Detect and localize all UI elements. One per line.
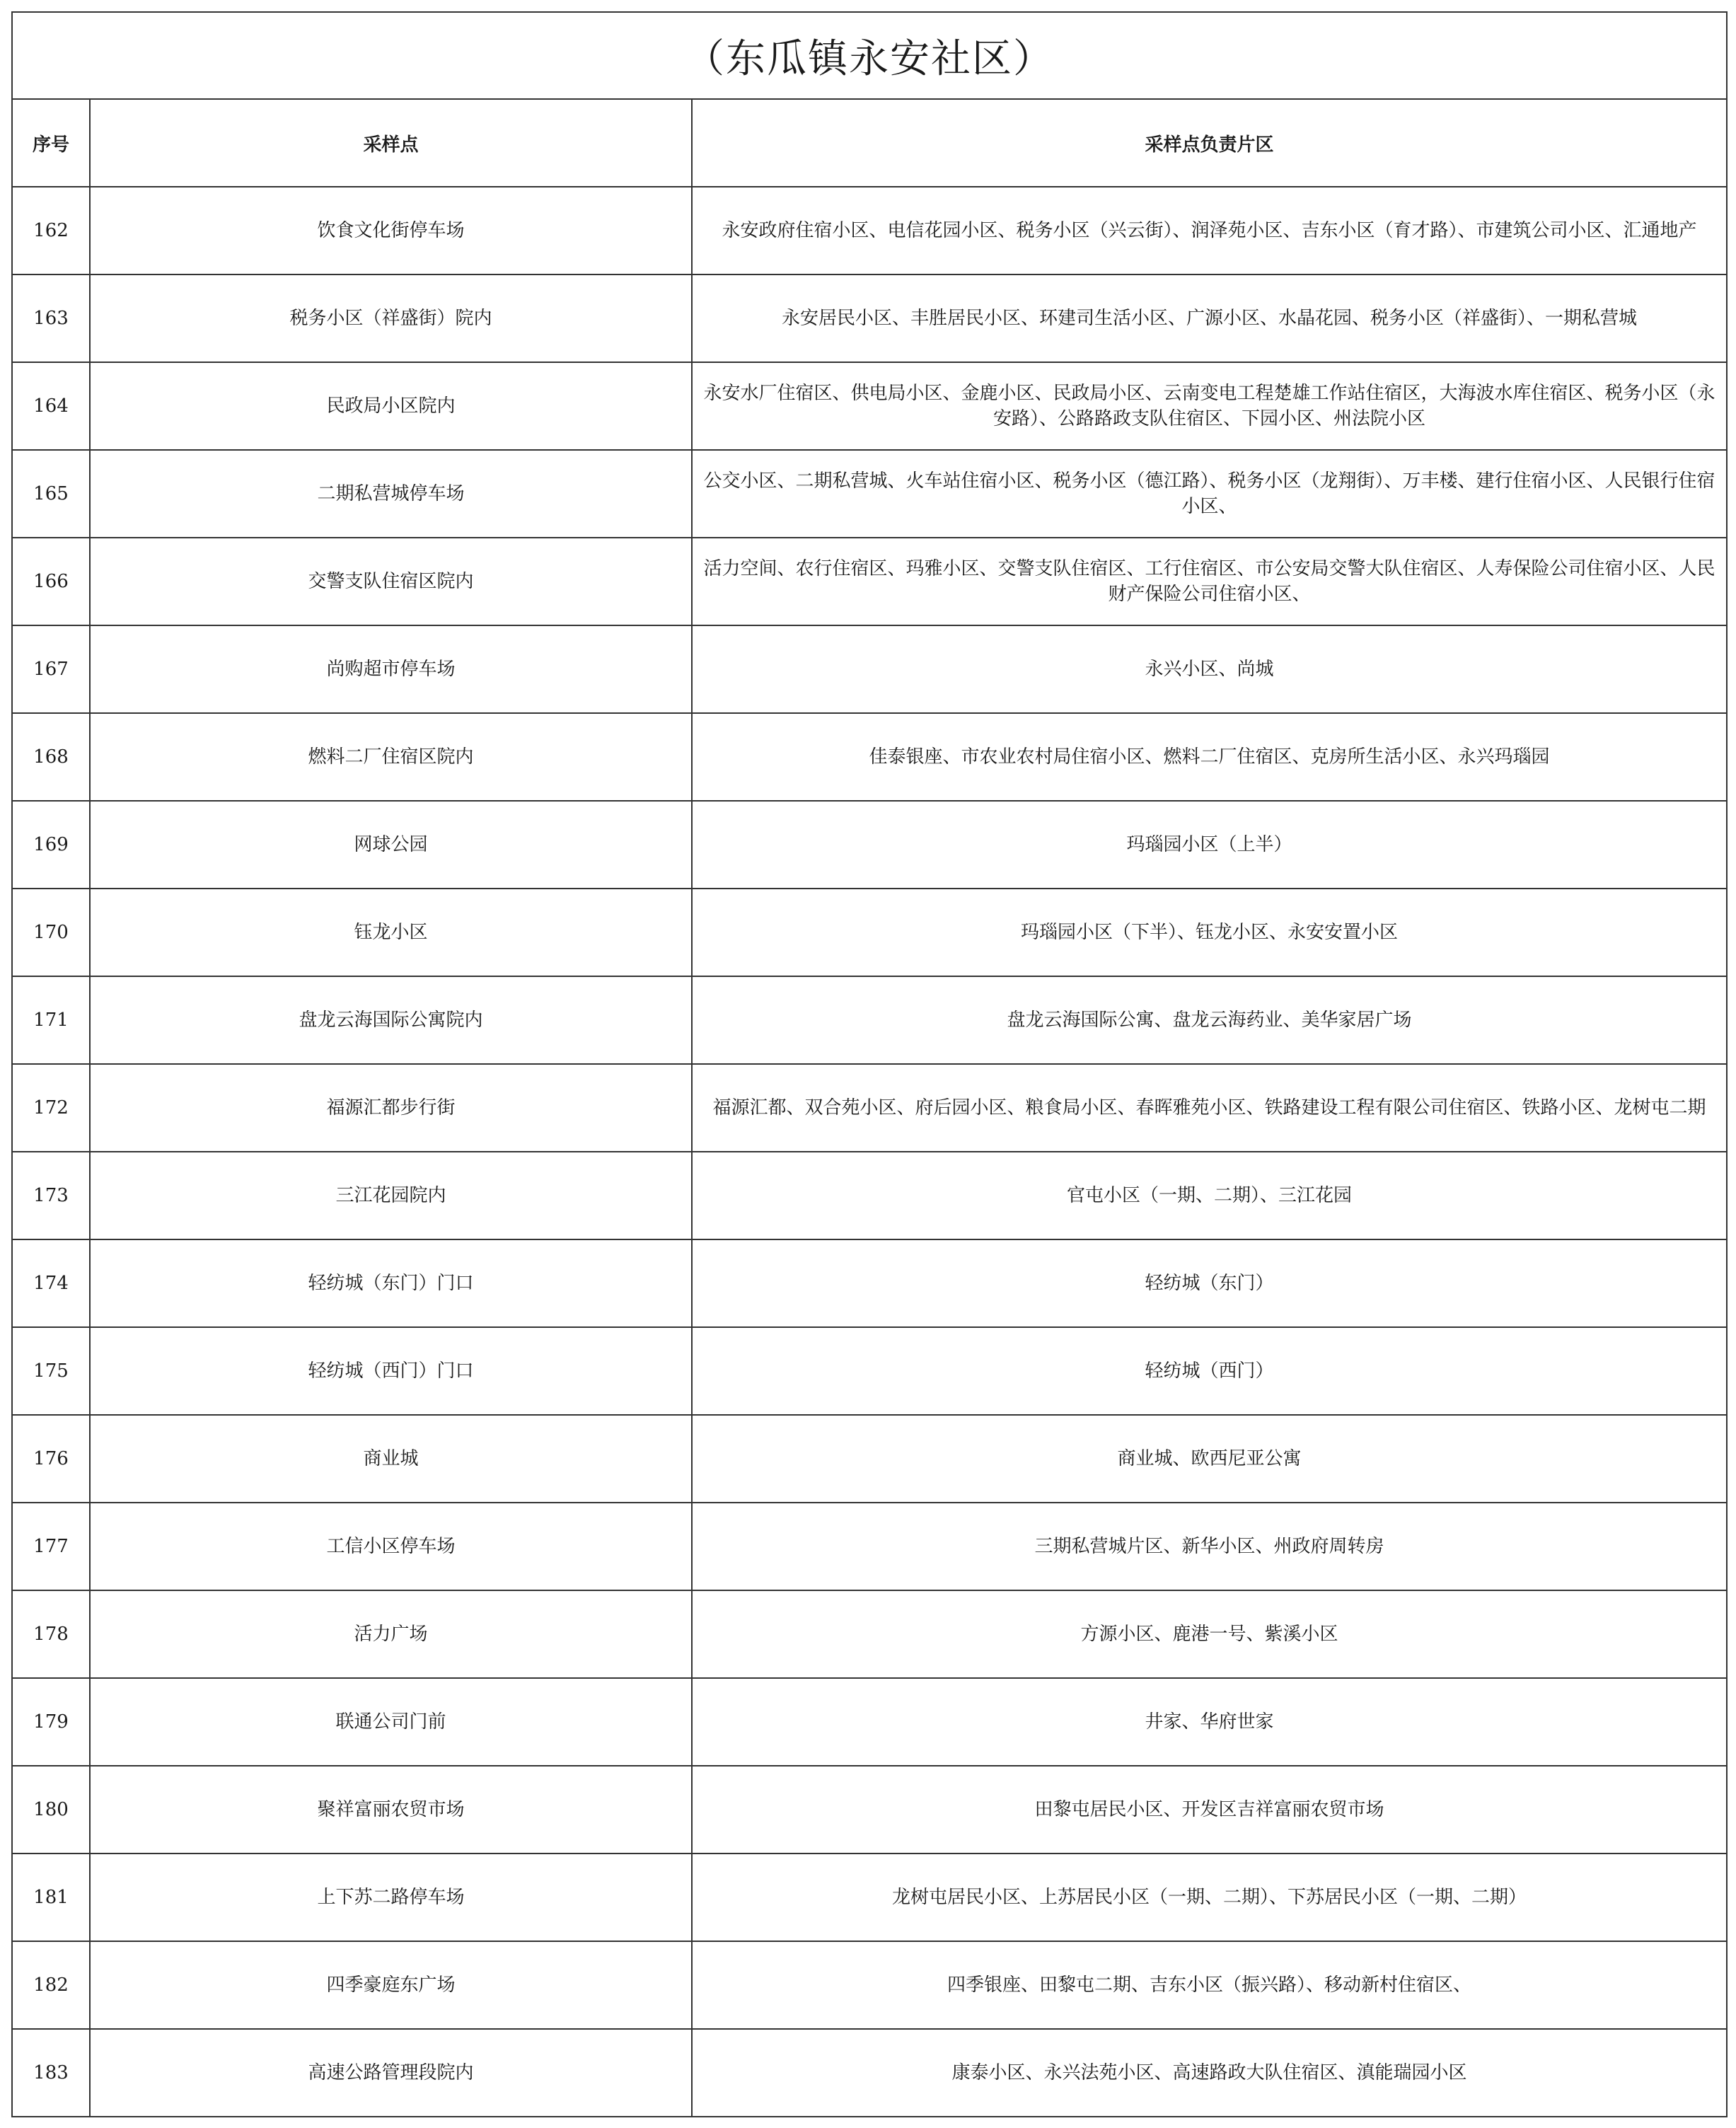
row-number-cell: 172 <box>12 1064 90 1152</box>
header-row <box>12 99 1727 187</box>
row-number-cell: 166 <box>12 538 90 625</box>
row-number-cell: 180 <box>12 1766 90 1854</box>
row-number-cell: 175 <box>12 1327 90 1415</box>
sampling-site-cell: 联通公司门前 <box>90 1678 692 1766</box>
sampling-sites-document <box>11 11 1726 2117</box>
column-header-site: 采样点 <box>90 99 692 187</box>
sampling-site-cell: 税务小区（祥盛街）院内 <box>90 274 692 362</box>
table-row <box>12 713 1727 801</box>
service-area-cell: 福源汇都、双合苑小区、府后园小区、粮食局小区、春晖雅苑小区、铁路建设工程有限公司住宿区、铁路小区、龙树屯二期 <box>692 1064 1727 1152</box>
sampling-site-cell: 三江花园院内 <box>90 1152 692 1239</box>
service-area-cell: 轻纺城（西门） <box>692 1327 1727 1415</box>
table-row <box>12 187 1727 274</box>
service-area-cell: 永兴小区、尚城 <box>692 625 1727 713</box>
table-row <box>12 625 1727 713</box>
table-row <box>12 1415 1727 1503</box>
table-row <box>12 1064 1727 1152</box>
service-area-cell: 永安居民小区、丰胜居民小区、环建司生活小区、广源小区、水晶花园、税务小区（祥盛街）、一期私营城 <box>692 274 1727 362</box>
column-header-no: 序号 <box>12 99 90 187</box>
sampling-site-cell: 尚购超市停车场 <box>90 625 692 713</box>
sampling-site-cell: 钰龙小区 <box>90 889 692 976</box>
service-area-cell: 公交小区、二期私营城、火车站住宿小区、税务小区（德江路）、税务小区（龙翔街）、万丰楼、建行住宿小区、人民银行住宿小区、 <box>692 450 1727 538</box>
title-row <box>12 12 1727 99</box>
service-area-cell: 商业城、欧西尼亚公寓 <box>692 1415 1727 1503</box>
row-number-cell: 162 <box>12 187 90 274</box>
sampling-site-cell: 福源汇都步行街 <box>90 1064 692 1152</box>
sampling-sites-table <box>11 11 1728 2117</box>
table-row <box>12 976 1727 1064</box>
row-number-cell: 181 <box>12 1854 90 1941</box>
row-number-cell: 167 <box>12 625 90 713</box>
table-row <box>12 274 1727 362</box>
table-row <box>12 1941 1727 2029</box>
service-area-cell: 井家、华府世家 <box>692 1678 1727 1766</box>
row-number-cell: 173 <box>12 1152 90 1239</box>
table-row <box>12 889 1727 976</box>
table-row <box>12 1590 1727 1678</box>
row-number-cell: 169 <box>12 801 90 889</box>
row-number-cell: 174 <box>12 1239 90 1327</box>
service-area-cell: 玛瑙园小区（上半） <box>692 801 1727 889</box>
table-row <box>12 362 1727 450</box>
table-row <box>12 1327 1727 1415</box>
row-number-cell: 170 <box>12 889 90 976</box>
row-number-cell: 177 <box>12 1503 90 1590</box>
row-number-cell: 183 <box>12 2029 90 2117</box>
table-row <box>12 1766 1727 1854</box>
table-row <box>12 450 1727 538</box>
table-row <box>12 801 1727 889</box>
sampling-site-cell: 燃料二厂住宿区院内 <box>90 713 692 801</box>
table-row <box>12 2029 1727 2117</box>
row-number-cell: 176 <box>12 1415 90 1503</box>
sampling-site-cell: 工信小区停车场 <box>90 1503 692 1590</box>
row-number-cell: 182 <box>12 1941 90 2029</box>
sampling-site-cell: 聚祥富丽农贸市场 <box>90 1766 692 1854</box>
service-area-cell: 田黎屯居民小区、开发区吉祥富丽农贸市场 <box>692 1766 1727 1854</box>
row-number-cell: 171 <box>12 976 90 1064</box>
service-area-cell: 永安政府住宿小区、电信花园小区、税务小区（兴云街）、润泽苑小区、吉东小区（育才路）、市建筑公司小区、汇通地产 <box>692 187 1727 274</box>
service-area-cell: 四季银座、田黎屯二期、吉东小区（振兴路）、移动新村住宿区、 <box>692 1941 1727 2029</box>
sampling-site-cell: 轻纺城（西门）门口 <box>90 1327 692 1415</box>
table-row <box>12 538 1727 625</box>
sampling-site-cell: 饮食文化街停车场 <box>90 187 692 274</box>
service-area-cell: 方源小区、鹿港一号、紫溪小区 <box>692 1590 1727 1678</box>
row-number-cell: 178 <box>12 1590 90 1678</box>
table-row <box>12 1503 1727 1590</box>
column-header-area: 采样点负责片区 <box>692 99 1727 187</box>
service-area-cell: 轻纺城（东门） <box>692 1239 1727 1327</box>
sampling-site-cell: 盘龙云海国际公寓院内 <box>90 976 692 1064</box>
service-area-cell: 三期私营城片区、新华小区、州政府周转房 <box>692 1503 1727 1590</box>
table-row <box>12 1239 1727 1327</box>
sampling-site-cell: 四季豪庭东广场 <box>90 1941 692 2029</box>
row-number-cell: 165 <box>12 450 90 538</box>
table-row <box>12 1152 1727 1239</box>
page-title: （东瓜镇永安社区） <box>12 12 1727 99</box>
sampling-site-cell: 网球公园 <box>90 801 692 889</box>
sampling-site-cell: 轻纺城（东门）门口 <box>90 1239 692 1327</box>
row-number-cell: 168 <box>12 713 90 801</box>
service-area-cell: 康泰小区、永兴法苑小区、高速路政大队住宿区、滇能瑞园小区 <box>692 2029 1727 2117</box>
service-area-cell: 玛瑙园小区（下半）、钰龙小区、永安安置小区 <box>692 889 1727 976</box>
sampling-site-cell: 商业城 <box>90 1415 692 1503</box>
sampling-site-cell: 高速公路管理段院内 <box>90 2029 692 2117</box>
row-number-cell: 179 <box>12 1678 90 1766</box>
row-number-cell: 164 <box>12 362 90 450</box>
service-area-cell: 盘龙云海国际公寓、盘龙云海药业、美华家居广场 <box>692 976 1727 1064</box>
table-row <box>12 1678 1727 1766</box>
service-area-cell: 佳泰银座、市农业农村局住宿小区、燃料二厂住宿区、克房所生活小区、永兴玛瑙园 <box>692 713 1727 801</box>
service-area-cell: 活力空间、农行住宿区、玛雅小区、交警支队住宿区、工行住宿区、市公安局交警大队住宿区、人寿保险公司住宿小区、人民财产保险公司住宿小区、 <box>692 538 1727 625</box>
service-area-cell: 永安水厂住宿区、供电局小区、金鹿小区、民政局小区、云南变电工程楚雄工作站住宿区，大海波水库住宿区、税务小区（永安路）、公路路政支队住宿区、下园小区、州法院小区 <box>692 362 1727 450</box>
service-area-cell: 官屯小区（一期、二期）、三江花园 <box>692 1152 1727 1239</box>
table-row <box>12 1854 1727 1941</box>
sampling-site-cell: 二期私营城停车场 <box>90 450 692 538</box>
sampling-site-cell: 交警支队住宿区院内 <box>90 538 692 625</box>
sampling-site-cell: 活力广场 <box>90 1590 692 1678</box>
service-area-cell: 龙树屯居民小区、上苏居民小区（一期、二期）、下苏居民小区（一期、二期） <box>692 1854 1727 1941</box>
sampling-site-cell: 民政局小区院内 <box>90 362 692 450</box>
sampling-site-cell: 上下苏二路停车场 <box>90 1854 692 1941</box>
row-number-cell: 163 <box>12 274 90 362</box>
